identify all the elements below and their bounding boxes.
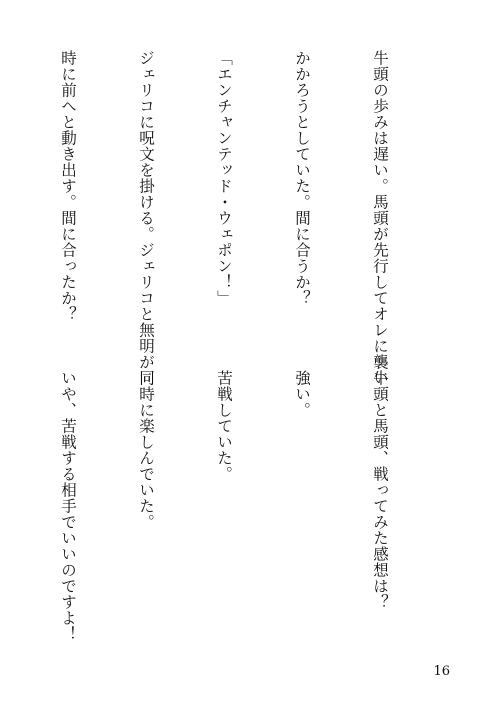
text-line: 苦戦していた。 [215,370,233,482]
text-line: 牛頭と馬頭、戦ってみた感想は？ [371,370,389,610]
text-line: 強い。 [293,370,311,418]
text-line: ジェリコに呪文を掛ける。ジェリコと無明が同 [137,50,155,386]
text-line: 時に前へと動き出す。間に合ったか？ [59,50,77,322]
top-text-block [0,50,445,402]
text-line: 「エンチャンテッド・ウェポン！」 [215,50,233,306]
text-line: いや、苦戦する相手でいいのですよ！ [59,370,77,642]
text-line: 同時に楽しんでいた。 [137,370,155,530]
bottom-text-block [0,370,445,722]
text-line: 牛頭の歩みは遅い。馬頭が先行してオレに襲い [371,50,389,386]
text-line: かかろうとしていた。間に合うか？ [293,50,311,306]
page-number: 16 [433,664,450,679]
